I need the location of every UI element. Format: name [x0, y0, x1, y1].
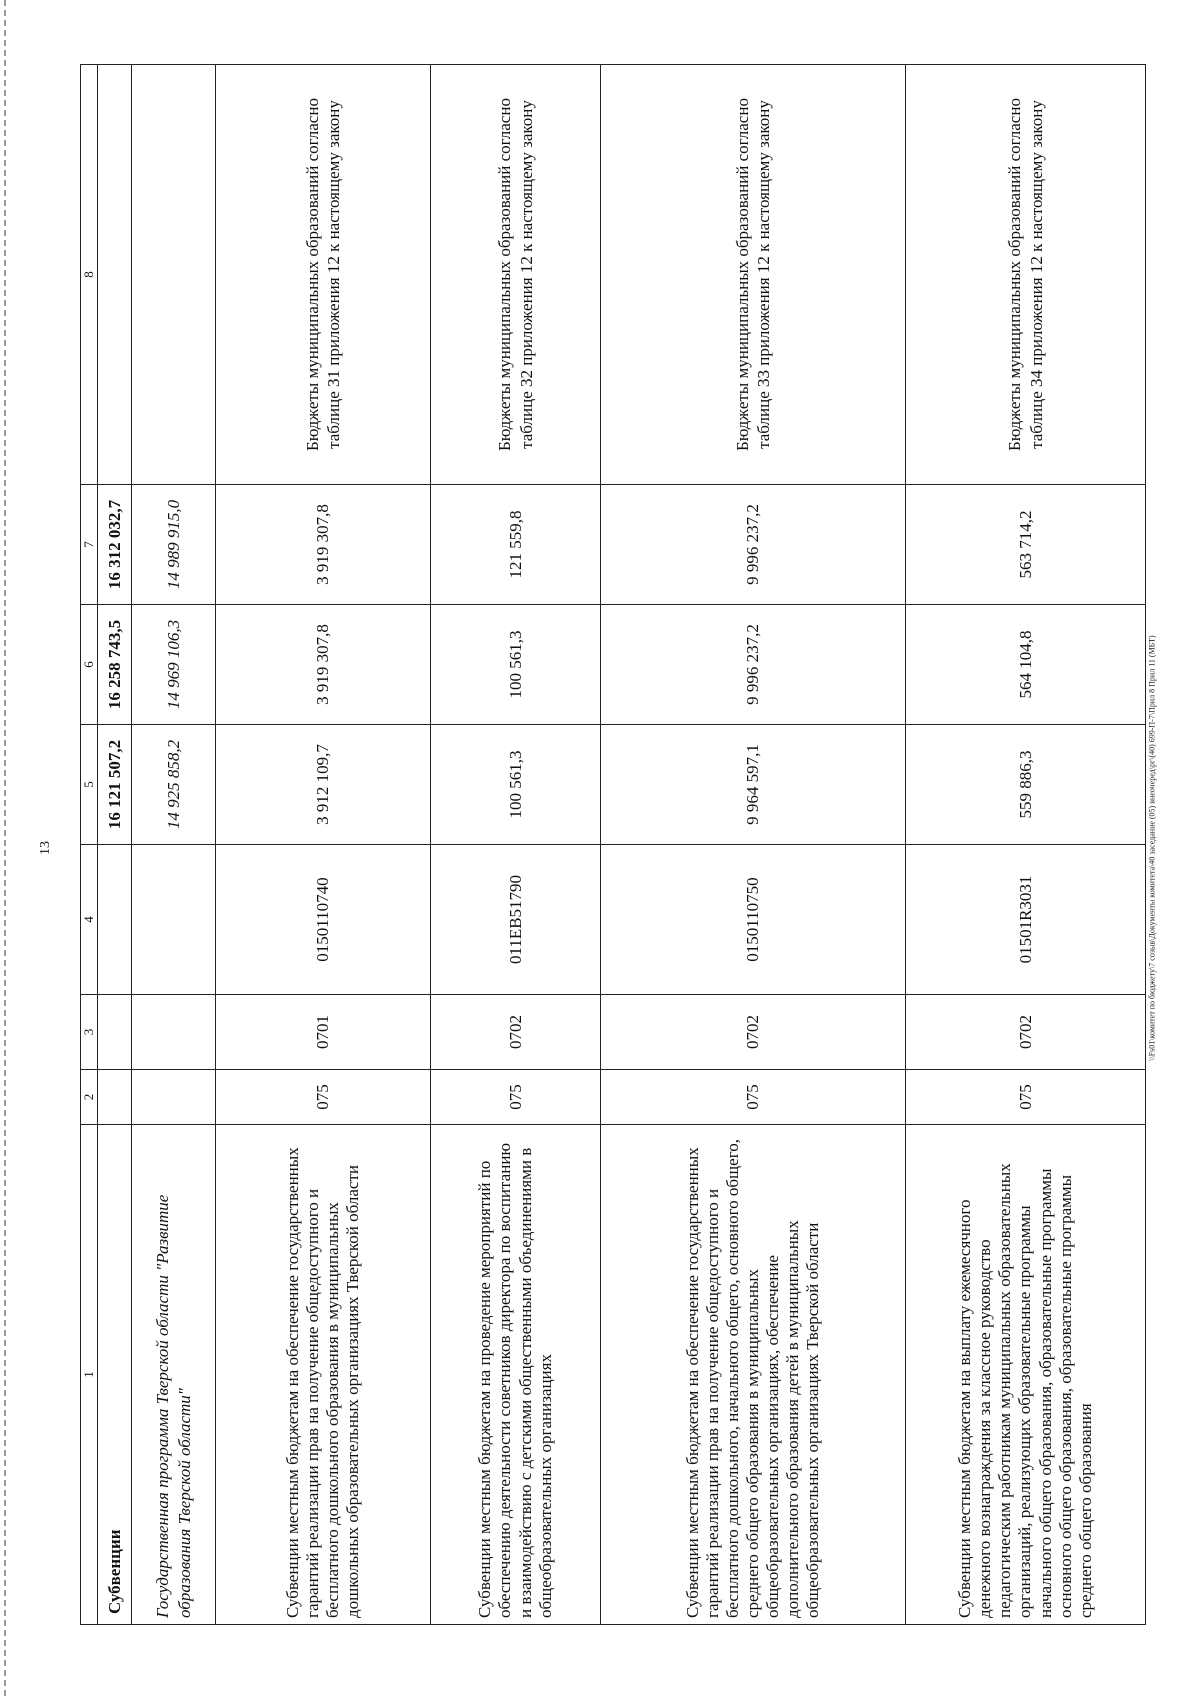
col-num-8: 8 [81, 65, 98, 485]
row-section-code: 0702 [601, 995, 906, 1070]
row-value-7: 563 714,2 [906, 485, 1146, 605]
col-num-4: 4 [81, 845, 98, 995]
subventions-total-5: 16 121 507,2 [98, 725, 132, 845]
subventions-total-6: 16 258 743,5 [98, 605, 132, 725]
row-value-6: 9 996 237,2 [601, 605, 906, 725]
row-target-code: 011EB51790 [431, 845, 601, 995]
row-value-6: 100 561,3 [431, 605, 601, 725]
row-value-5: 100 561,3 [431, 725, 601, 845]
col-num-5: 5 [81, 725, 98, 845]
row-description: Субвенции местным бюджетам на обеспечение государственных гарантий реализации прав на получение общедоступного и бесплатного дошкольного образования в муниципальных дошкольных образовательных организациях Тверской области [216, 1125, 431, 1625]
row-description: Субвенции местным бюджетам на выплату ежемесячного денежного вознаграждения за классное руководство педагогическим работникам муниципальных образовательных организаций, реализующих образовательные программы начального общего образования, образовательные программы основного общего образования, образовательные программы среднего общего образования [906, 1125, 1146, 1625]
table-row [431, 65, 601, 1625]
row-description: Субвенции местным бюджетам на обеспечение государственных гарантий реализации прав на получение общедоступного и бесплатного дошкольного, начального общего, основного общего, среднего общего образования в муниципальных общеобразовательных организациях, обеспечение дополнительного образования детей в муниципальных общеобразовательных организациях Тверской области [601, 1125, 906, 1625]
program-label: Государственная программа Тверской области "Развитие образования Тверской области" [132, 1125, 216, 1625]
table-row [906, 65, 1146, 1625]
margin-dashed-line [4, 0, 7, 1696]
row-ministry-code: 075 [216, 1070, 431, 1125]
subventions-total-7: 16 312 032,7 [98, 485, 132, 605]
row-value-6: 564 104,8 [906, 605, 1146, 725]
subventions-label: Субвенции [98, 1125, 132, 1625]
row-value-5: 9 964 597,1 [601, 725, 906, 845]
table-row [601, 65, 906, 1625]
row-value-5: 559 886,3 [906, 725, 1146, 845]
row-ministry-code: 075 [431, 1070, 601, 1125]
row-recipient: Бюджеты муниципальных образований согласно таблице 32 приложения 12 к настоящему закону [431, 65, 601, 485]
row-recipient: Бюджеты муниципальных образований согласно таблице 33 приложения 12 к настоящему закону [601, 65, 906, 485]
row-value-7: 9 996 237,2 [601, 485, 906, 605]
row-value-7: 121 559,8 [431, 485, 601, 605]
col-num-3: 3 [81, 995, 98, 1070]
program-row [132, 65, 216, 1625]
row-value-6: 3 919 307,8 [216, 605, 431, 725]
program-total-6: 14 969 106,3 [132, 605, 216, 725]
rotated-table-sheet [80, 65, 1140, 1625]
row-target-code: 01501R3031 [906, 845, 1146, 995]
subventions-table [80, 64, 1146, 1625]
col-num-2: 2 [81, 1070, 98, 1125]
row-recipient: Бюджеты муниципальных образований согласно таблице 34 приложения 12 к настоящему закону [906, 65, 1146, 485]
row-value-5: 3 912 109,7 [216, 725, 431, 845]
col-num-7: 7 [81, 485, 98, 605]
row-recipient: Бюджеты муниципальных образований согласно таблице 31 приложения 12 к настоящему закону [216, 65, 431, 485]
table-row [216, 65, 431, 1625]
row-section-code: 0701 [216, 995, 431, 1070]
row-value-7: 3 919 307,8 [216, 485, 431, 605]
col-num-1: 1 [81, 1125, 98, 1625]
row-ministry-code: 075 [601, 1070, 906, 1125]
column-number-row [81, 65, 98, 1625]
row-section-code: 0702 [906, 995, 1146, 1070]
row-target-code: 0150110750 [601, 845, 906, 995]
row-ministry-code: 075 [906, 1070, 1146, 1125]
program-total-7: 14 989 915,0 [132, 485, 216, 605]
subventions-total-row [98, 65, 132, 1625]
program-total-5: 14 925 858,2 [132, 725, 216, 845]
row-target-code: 0150110740 [216, 845, 431, 995]
row-section-code: 0702 [431, 995, 601, 1070]
col-num-6: 6 [81, 605, 98, 725]
row-description: Субвенции местным бюджетам на проведение мероприятий по обеспечению деятельности советников директора по воспитанию и взаимодействию с детскими общественными объединениями в общеобразовательных организациях [431, 1125, 601, 1625]
